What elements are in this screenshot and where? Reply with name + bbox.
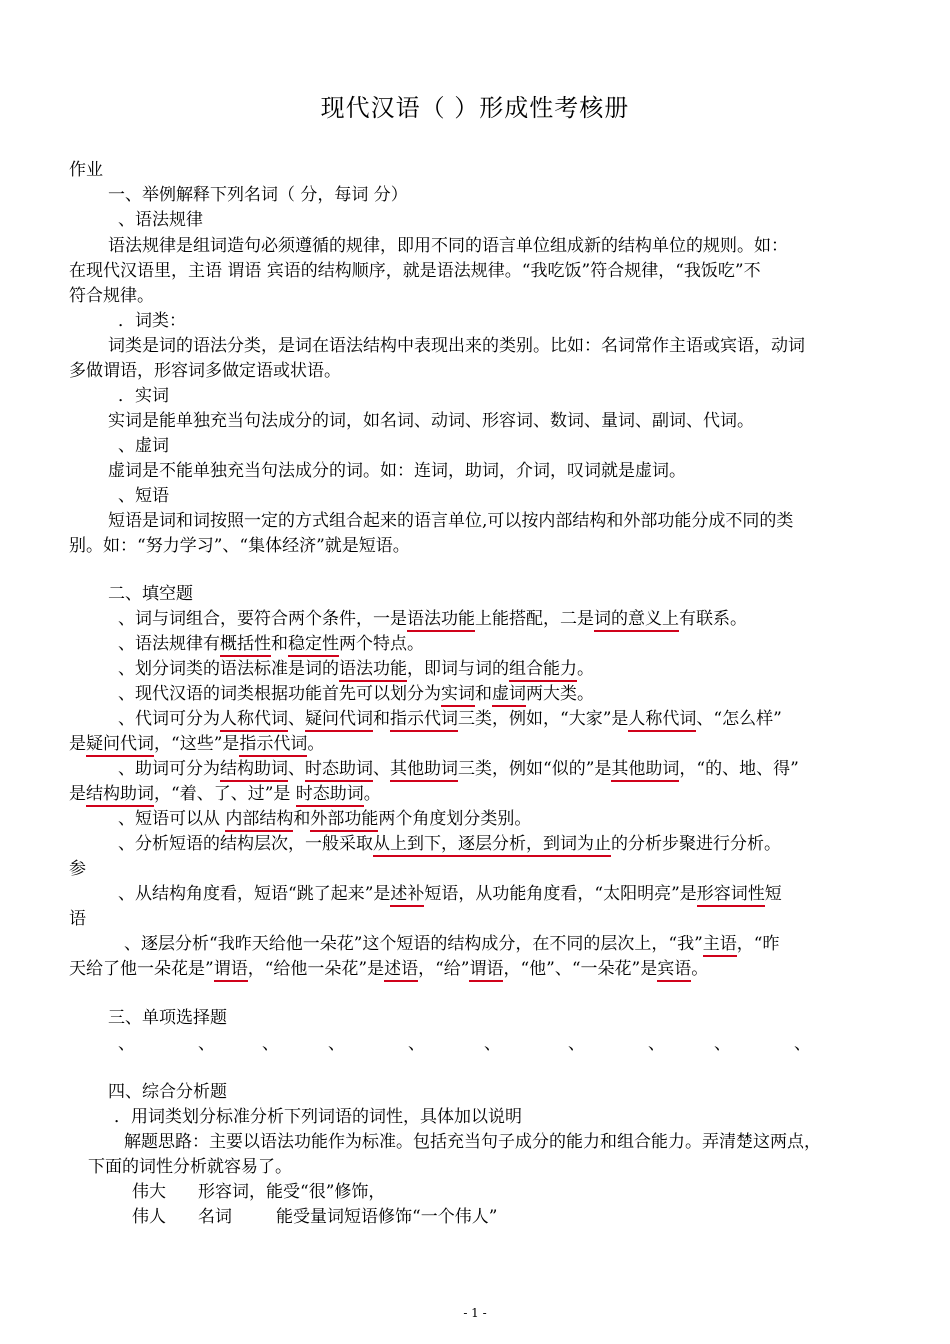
q2-answer: 概括性 xyxy=(220,634,271,657)
q5-text: 、 xyxy=(288,709,305,729)
fill-q2 xyxy=(118,632,424,656)
fill-q3 xyxy=(118,657,594,681)
section-3-heading: 三、单项选择题 xyxy=(108,1008,227,1028)
fill-q9-line1 xyxy=(118,882,782,906)
q5-answer: 人称代词 xyxy=(220,709,288,732)
q3-text: 。 xyxy=(577,659,594,679)
term-function-word-def: 虚词是不能单独充当句法成分的词。如：连词，助词，介词，叹词就是虚词。 xyxy=(108,461,686,481)
choice-mark: 、 xyxy=(198,1034,215,1054)
fill-q8-note: 参 xyxy=(69,859,86,879)
q10-text: ，“昨 xyxy=(736,934,780,954)
q4-answer: 实词 xyxy=(441,684,475,707)
term-phrase-def-2: 别。如：“努力学习”、“集体经济”就是短语。 xyxy=(69,536,410,556)
q6-text: 、助词可分为 xyxy=(118,759,220,779)
term-word-class-def-1: 词类是词的语法分类，是词在语法结构中表现出来的类别。比如：名词常作主语或宾语，动词 xyxy=(108,336,805,356)
q5-answer: 疑问代词 xyxy=(305,709,373,732)
q2-text: 、语法规律有 xyxy=(118,634,220,654)
q6-text: ，“的、地、得” xyxy=(679,759,799,779)
q4-text: 两大类。 xyxy=(526,684,594,704)
q5-text: 。 xyxy=(307,734,325,754)
fill-q1 xyxy=(118,607,747,631)
q9-text: 、从结构角度看，短语“跳了起来”是 xyxy=(118,884,391,904)
q7-text: 和 xyxy=(293,809,311,829)
fill-q6-line2 xyxy=(69,782,381,806)
choice-mark: 、 xyxy=(328,1034,345,1054)
choice-mark: 、 xyxy=(262,1034,279,1054)
q6-answer: 其他助词 xyxy=(611,759,679,782)
q9-text: 短 xyxy=(764,884,782,904)
q3-text: 、划分词类的语法标准是词的 xyxy=(118,659,339,679)
term-function-word: 、虚词 xyxy=(118,436,169,456)
q1-text: 、词与词组合，要符合两个条件，一是 xyxy=(118,609,407,629)
q6-text: 、 xyxy=(373,759,390,779)
q10-text: 天给了他一朵花是” xyxy=(69,959,214,979)
q10-answer: 述语 xyxy=(384,959,418,982)
q6-text: ，“着、了、过”是 xyxy=(154,784,296,804)
fill-q4 xyxy=(118,682,594,706)
analysis-row-2 xyxy=(132,1205,497,1229)
q6-text: 是 xyxy=(69,784,86,804)
assignment-label: 作业 xyxy=(69,160,103,180)
q1-text: 有联系。 xyxy=(679,609,747,629)
analysis-hint-1: 解题思路：主要以语法功能作为标准。包括充当句子成分的能力和组合能力。弄清楚这两点， xyxy=(124,1132,821,1152)
choice-mark: 、 xyxy=(484,1034,501,1054)
choice-mark: 、 xyxy=(714,1034,731,1054)
term-grammar-rule-def-3: 符合规律。 xyxy=(69,286,154,306)
term-phrase: 、短语 xyxy=(118,486,169,506)
choice-mark: 、 xyxy=(408,1034,425,1054)
q4-text: 、现代汉语的词类根据功能首先可以划分为 xyxy=(118,684,441,704)
q3-answer: 组合能力 xyxy=(509,659,577,682)
fill-q5-line1 xyxy=(118,707,782,731)
fill-q10-line2 xyxy=(69,957,708,981)
q9-text: 短语，从功能角度看，“太阳明亮”是 xyxy=(424,884,697,904)
q1-answer: 词的意义上 xyxy=(594,609,679,632)
fill-q8 xyxy=(118,832,781,856)
analysis-explanation: 形容词，能受“很”修饰， xyxy=(198,1182,386,1202)
q5-text: ，“这些”是 xyxy=(154,734,240,754)
analysis-row-1 xyxy=(132,1180,385,1204)
fill-q7 xyxy=(118,807,531,831)
q7-answer: 内部结构 xyxy=(225,809,293,832)
term-phrase-def-1: 短语是词和词按照一定的方式组合起来的语言单位,可以按内部结构和外部功能分成不同的类 xyxy=(108,511,794,531)
q10-text: ，“给他一朵花”是 xyxy=(247,959,385,979)
q10-answer: 谓语 xyxy=(214,959,248,982)
section-1-heading: 一、举例解释下列名词（ 分，每词 分） xyxy=(108,185,408,205)
term-word-class: ．词类： xyxy=(118,311,186,331)
q5-text: 是 xyxy=(69,734,86,754)
choice-marks-row xyxy=(118,1032,814,1056)
analysis-hint-2: 下面的词性分析就容易了。 xyxy=(88,1157,292,1177)
q7-text: 、短语可以从 xyxy=(118,809,226,829)
q5-answer: 指示代词 xyxy=(390,709,458,732)
q6-text: 、 xyxy=(288,759,305,779)
q9-answer: 述补 xyxy=(390,884,424,907)
analysis-word: 伟人 xyxy=(132,1207,166,1227)
q2-text: 两个特点。 xyxy=(339,634,424,654)
q6-answer: 时态助词 xyxy=(305,759,373,782)
page-number: - 1 - xyxy=(463,1306,487,1320)
q6-answer: 时态助词 xyxy=(296,784,364,807)
section-2-heading: 二、填空题 xyxy=(108,584,193,604)
q6-answer: 结构助词 xyxy=(220,759,288,782)
term-content-word-def: 实词是能单独充当句法成分的词，如名词、动词、形容词、数词、量词、副词、代词。 xyxy=(108,411,754,431)
fill-q6-line1 xyxy=(118,757,799,781)
q1-answer: 语法功能 xyxy=(407,609,475,632)
q1-text: 上能搭配，二是 xyxy=(475,609,594,629)
q5-answer: 指示代词 xyxy=(239,734,307,757)
q5-text: 和 xyxy=(373,709,390,729)
analysis-q1: ．用词类划分标准分析下列词语的词性，具体加以说明 xyxy=(114,1107,522,1127)
q10-answer: 宾语 xyxy=(657,959,691,982)
analysis-explanation: 能受量词短语修饰“一个伟人” xyxy=(276,1207,498,1227)
choice-mark: 、 xyxy=(648,1034,665,1054)
term-grammar-rule: 、语法规律 xyxy=(118,210,203,230)
q10-text: 、逐层分析“我昨天给他一朵花”这个短语的结构成分，在不同的层次上，“我” xyxy=(124,934,703,954)
q3-text: ，即词与词的 xyxy=(407,659,509,679)
q10-answer: 谓语 xyxy=(469,959,503,982)
q5-text: 三类，例如，“大家”是 xyxy=(458,709,629,729)
q3-answer: 语法功能 xyxy=(339,659,407,682)
q7-answer: 外部功能 xyxy=(310,809,378,832)
analysis-pos: 名词 xyxy=(198,1207,232,1227)
section-4-heading: 四、综合分析题 xyxy=(108,1082,227,1102)
analysis-word: 伟大 xyxy=(132,1182,166,1202)
term-word-class-def-2: 多做谓语，形容词多做定语或状语。 xyxy=(69,361,341,381)
q6-text: 三类，例如“似的”是 xyxy=(458,759,612,779)
q8-text: 的分析步聚进行分析。 xyxy=(611,834,781,854)
q10-text: ，“他”、“一朵花”是 xyxy=(503,959,658,979)
term-content-word: ．实词 xyxy=(118,386,169,406)
q5-answer: 疑问代词 xyxy=(86,734,154,757)
choice-mark: 、 xyxy=(118,1034,135,1054)
q8-text: 、分析短语的结构层次，一般采取 xyxy=(118,834,373,854)
q5-text: 、“怎么样” xyxy=(696,709,782,729)
q8-answer: 从上到下，逐层分析，到词为止 xyxy=(373,834,611,857)
choice-mark: 、 xyxy=(568,1034,585,1054)
q7-text: 两个角度划分类别。 xyxy=(378,809,532,829)
fill-q5-line2 xyxy=(69,732,324,756)
q10-answer: 主语 xyxy=(703,934,737,957)
fill-q10-line1 xyxy=(124,932,779,956)
q10-text: ，“给” xyxy=(418,959,470,979)
term-grammar-rule-def-1: 语法规律是组词造句必须遵循的规律，即用不同的语言单位组成新的结构单位的规则。如： xyxy=(108,236,788,256)
fill-q9-line2: 语 xyxy=(69,909,86,929)
q6-text: 。 xyxy=(363,784,381,804)
page-title: 现代汉语（ ）形成性考核册 xyxy=(320,94,630,122)
q5-answer: 人称代词 xyxy=(628,709,696,732)
q10-text: 。 xyxy=(691,959,709,979)
choice-mark: 、 xyxy=(794,1034,811,1054)
q2-answer: 稳定性 xyxy=(288,634,339,657)
q4-text: 和 xyxy=(475,684,492,704)
q6-answer: 其他助词 xyxy=(390,759,458,782)
q9-answer: 形容词性 xyxy=(697,884,765,907)
q5-text: 、代词可分为 xyxy=(118,709,220,729)
q4-answer: 虚词 xyxy=(492,684,526,707)
term-grammar-rule-def-2: 在现代汉语里，主语 谓语 宾语的结构顺序，就是语法规律。“我吃饭”符合规律，“我饭吃”不 xyxy=(69,261,761,281)
q6-answer: 结构助词 xyxy=(86,784,154,807)
q2-text: 和 xyxy=(271,634,288,654)
